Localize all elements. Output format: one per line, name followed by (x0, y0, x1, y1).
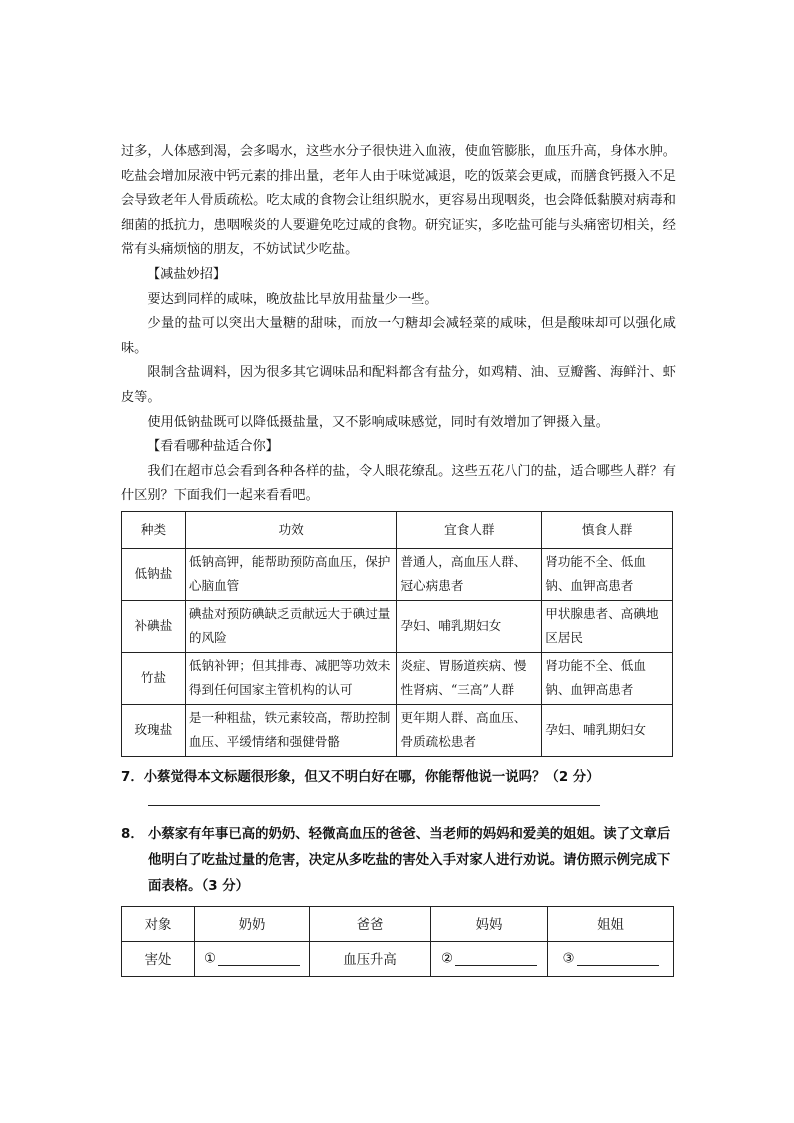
salt-types-table (121, 511, 673, 757)
family-member-cell: 奶奶 (195, 906, 310, 941)
family-member-cell: 妈妈 (431, 906, 548, 941)
blank-line[interactable] (577, 951, 659, 966)
column-header: 慎食人群 (542, 511, 673, 548)
effect-cell: 是一种粗盐，铁元素较高，帮助控制血压、平缓情绪和强健骨骼 (185, 704, 397, 756)
exam-page (121, 140, 676, 977)
blank-marker: ③ (562, 951, 575, 967)
caution-cell: 肾功能不全、低血钠、血钾高患者 (542, 652, 673, 704)
table-header-row (122, 511, 673, 548)
article-paragraph: 过多，人体感到渴，会多喝水，这些水分子很快进入血液，使血管膨胀，血压升高，身体水肿。吃盐会增加尿液中钙元素的排出量，老年人由于味觉减退，吃的饭菜会更咸，而膳食钙摄入不足会导致老年人骨质疏松。吃太咸的食物会让组织脱水，更容易出现咽炎，也会降低黏膜对病毒和细菌的抵抗力，患咽喉炎的人要避免吃过咸的食物。研究证实，多吃盐可能与头痛密切相关，经常有头痛烦恼的朋友，不妨试试少吃盐。 (121, 144, 676, 258)
salt-name-cell: 玫瑰盐 (122, 704, 186, 756)
question-number: 7． (121, 769, 144, 785)
answer-blank-cell[interactable] (548, 941, 674, 976)
answer-blank-cell[interactable] (195, 941, 310, 976)
section-heading-salt-types: 【看看哪种盐适合你】 (147, 439, 279, 455)
tip-paragraph: 少量的盐可以突出大量糖的甜味，而放一勺糖却会减轻菜的咸味，但是酸味却可以强化咸味。 (121, 316, 676, 356)
salt-name-cell: 低钠盐 (122, 548, 186, 600)
table-row (122, 548, 673, 600)
tip-paragraph: 使用低钠盐既可以降低摄盐量，又不影响咸味感觉，同时有效增加了钾摄入量。 (147, 414, 609, 430)
table-row (122, 906, 674, 941)
suitable-cell: 普通人，高血压人群、冠心病患者 (397, 548, 542, 600)
row-header-cell: 害处 (122, 941, 195, 976)
effect-cell: 碘盐对预防碘缺乏贡献远大于碘过量的风险 (185, 600, 397, 652)
section-heading-salt-tips: 【减盐妙招】 (147, 266, 227, 282)
suitable-cell: 孕妇、哺乳期妇女 (397, 600, 542, 652)
table-row (122, 600, 673, 652)
answer-line[interactable] (148, 805, 600, 806)
question-8 (121, 822, 676, 900)
effect-cell: 低钠补钾；但其排毒、减肥等功效未得到任何国家主管机构的认可 (185, 652, 397, 704)
family-member-cell: 姐姐 (548, 906, 674, 941)
table-row (122, 652, 673, 704)
question-number: 8． (121, 826, 144, 842)
caution-cell: 甲状腺患者、高碘地区居民 (542, 600, 673, 652)
family-member-cell: 爸爸 (310, 906, 431, 941)
caution-cell: 肾功能不全、低血钠、血钾高患者 (542, 548, 673, 600)
column-header: 种类 (122, 511, 186, 548)
question-7 (121, 765, 676, 791)
table-row (122, 941, 674, 976)
column-header: 宜食人群 (397, 511, 542, 548)
table-row (122, 704, 673, 756)
question-text: 小蔡觉得本文标题很形象，但又不明白好在哪，你能帮他说一说吗？（2 分） (143, 769, 600, 785)
blank-marker: ② (440, 951, 453, 967)
caution-cell: 孕妇、哺乳期妇女 (542, 704, 673, 756)
effect-cell: 低钠高钾，能帮助预防高血压，保护心脑血管 (185, 548, 397, 600)
question-text: 小蔡家有年事已高的奶奶、轻微高血压的爸爸、当老师的妈妈和爱美的姐姐。读了文章后他明白了吃盐过量的危害，决定从多吃盐的害处入手对家人进行劝说。请仿照示例完成下面表格。（3 分） (148, 826, 671, 894)
blank-line[interactable] (455, 951, 537, 966)
column-header: 功效 (185, 511, 397, 548)
salt-name-cell: 竹盐 (122, 652, 186, 704)
blank-marker: ① (203, 951, 216, 967)
blank-line[interactable] (218, 951, 300, 966)
row-header-cell: 对象 (122, 906, 195, 941)
intro-paragraph: 我们在超市总会看到各种各样的盐，令人眼花缭乱。这些五花八门的盐，适合哪些人群？有什区别？下面我们一起来看看吧。 (121, 463, 676, 504)
suitable-cell: 炎症、胃肠道疾病、慢性肾病、“三高”人群 (397, 652, 542, 704)
tip-paragraph: 要达到同样的咸味，晚放盐比早放用盐量少一些。 (147, 291, 438, 307)
suitable-cell: 更年期人群、高血压、骨质疏松患者 (397, 704, 542, 756)
salt-name-cell: 补碘盐 (122, 600, 186, 652)
tip-paragraph: 限制含盐调料，因为很多其它调味品和配料都含有盐分，如鸡精、油、豆瓣酱、海鲜汁、虾皮等。 (121, 365, 676, 405)
example-answer-cell: 血压升高 (310, 941, 431, 976)
answer-blank-cell[interactable] (431, 941, 548, 976)
family-harm-table (121, 906, 674, 977)
